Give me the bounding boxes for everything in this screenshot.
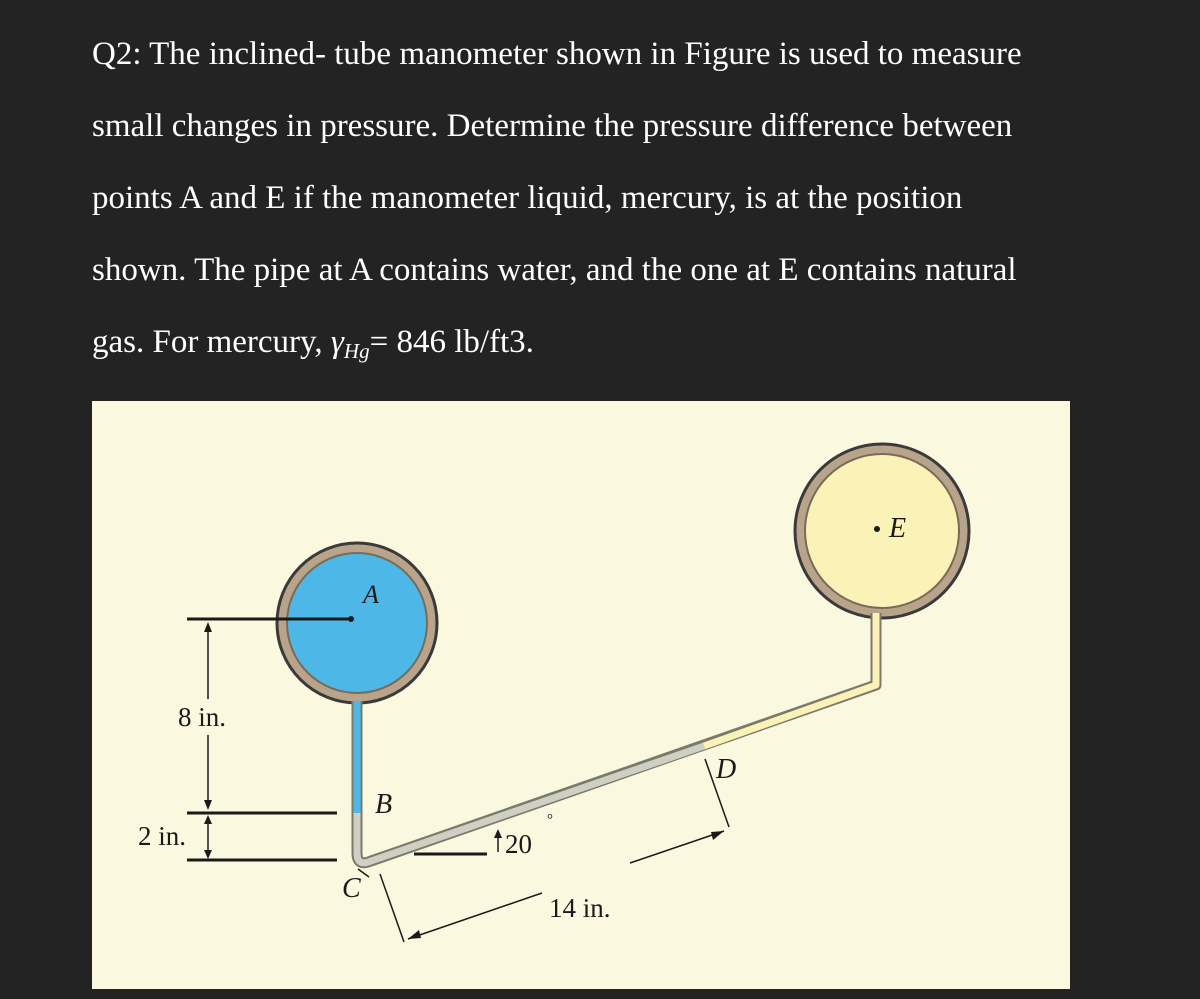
label-degree: ° (547, 812, 553, 828)
question-text (92, 18, 1172, 387)
gamma-letter: γ (330, 324, 344, 360)
label-2in: 2 in. (138, 821, 187, 851)
line5-suffix: = 846 lb/ft3. (369, 324, 534, 360)
gamma-symbol (330, 324, 370, 363)
manometer-figure (92, 401, 1070, 989)
label-e: E (889, 513, 907, 544)
question-line-1: Q2: The inclined- tube manometer shown in Figure is used to measure (92, 36, 1022, 72)
label-d: D (716, 754, 737, 785)
question-line-2: small changes in pressure. Determine the pressure difference between (92, 108, 1013, 144)
point-a-dot (348, 616, 354, 622)
angle-arrow (494, 829, 502, 852)
pipe-e (795, 444, 969, 618)
label-8in: 8 in. (178, 702, 227, 732)
pipe-a (277, 543, 437, 703)
label-a: A (363, 580, 379, 609)
question-line-4: shown. The pipe at A contains water, and the one at E contains natural (92, 252, 1017, 288)
gamma-subscript: Hg (343, 339, 370, 363)
label-b: B (375, 789, 393, 820)
question-line-3: points A and E if the manometer liquid, mercury, is at the position (92, 180, 963, 216)
manometer-tube-outline (357, 613, 876, 863)
label-c: C (342, 873, 361, 904)
point-e-dot (874, 526, 880, 532)
line5-prefix: gas. For mercury, (92, 324, 331, 360)
label-angle: 20 (505, 829, 532, 859)
dim-2in (204, 815, 212, 859)
gas-column (704, 613, 876, 746)
manometer-diagram (92, 401, 1070, 989)
question-line-5 (92, 306, 1172, 387)
label-14in: 14 in. (549, 893, 611, 923)
